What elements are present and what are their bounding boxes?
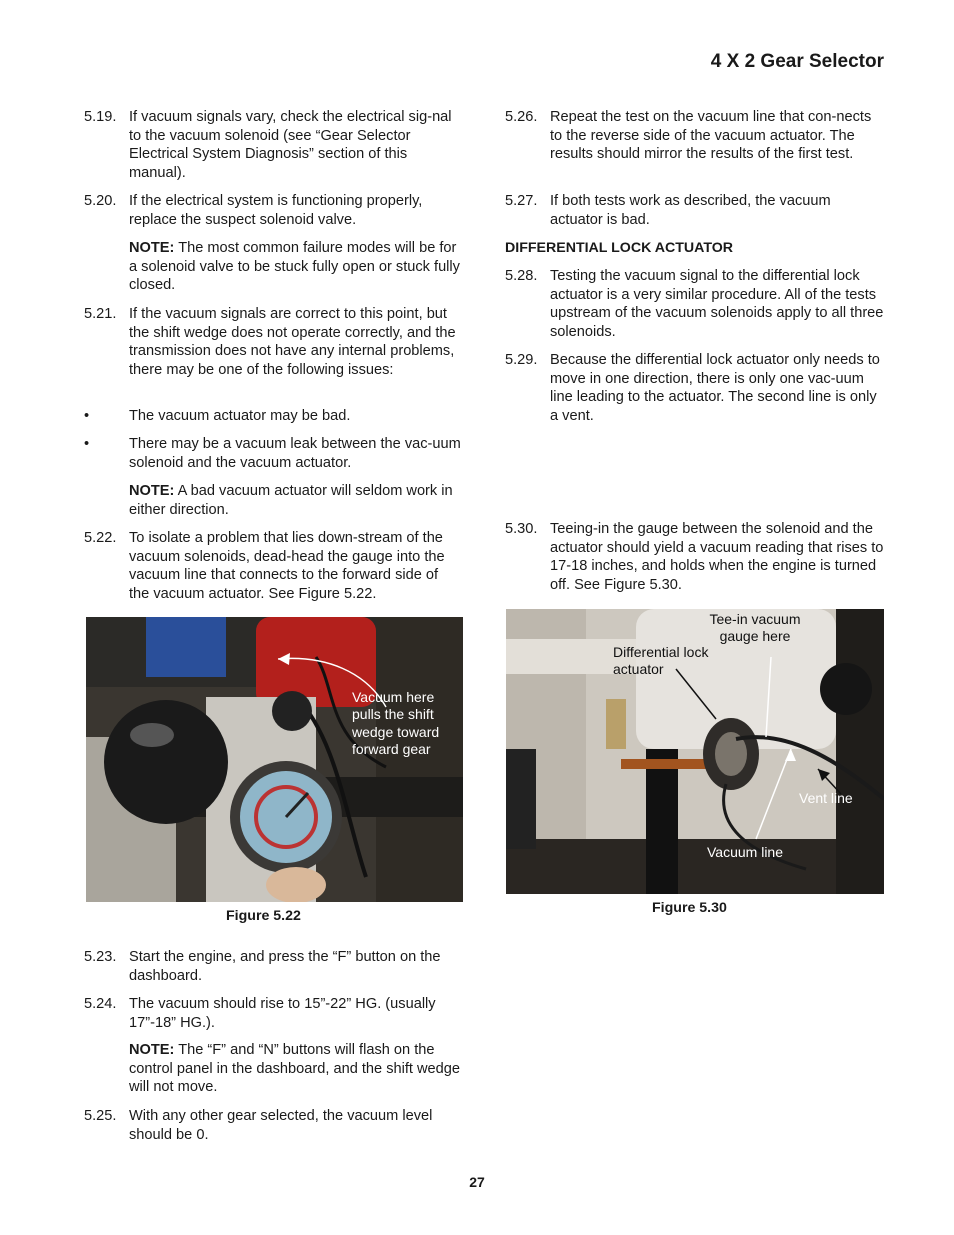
step-text: Teeing-in the gauge between the solenoid and the actuator should yield a vacuum reading that rises to 17-18 inches, and holds when the engine is turned off. See Figure 5.30.: [550, 521, 884, 593]
step-5-21: [84, 305, 462, 379]
step-text: If both tests work as described, the vacuum actuator is bad.: [550, 193, 831, 228]
bullet-actuator-bad: [84, 407, 462, 426]
step-text: To isolate a problem that lies down-stream of the vacuum solenoids, dead-head the gauge into the vacuum line that connects to the forward side of the vacuum actuator. See Figure 5.22.: [129, 530, 445, 602]
figure-5-22-photo: [86, 617, 463, 902]
bullet-text: The vacuum actuator may be bad.: [129, 408, 351, 424]
section-heading-differential-lock: DIFFERENTIAL LOCK ACTUATOR: [505, 240, 734, 256]
label-vacuum-line: Vacuum line: [707, 844, 784, 860]
bullet-text: There may be a vacuum leak between the vac-uum solenoid and the vacuum actuator.: [129, 436, 461, 471]
bullet-vacuum-leak: [84, 435, 462, 472]
note-failure-modes: [84, 239, 462, 295]
step-number: 5.26.: [505, 109, 538, 125]
label-vent-line: Vent line: [799, 790, 853, 806]
step-text: With any other gear selected, the vacuum level should be 0.: [129, 1108, 433, 1143]
step-5-20: [84, 192, 462, 229]
step-5-25: [84, 1107, 462, 1144]
step-5-22: [84, 529, 462, 603]
note-label: NOTE:: [129, 1042, 175, 1058]
step-number: 5.21.: [84, 306, 117, 322]
step-text: If the vacuum signals are correct to this point, but the shift wedge does not operate correctly, and the transmission does not have any internal problems, there may be one of the following issues:: [129, 306, 456, 378]
step-5-28: [505, 267, 885, 341]
note-buttons-flash: [84, 1041, 462, 1097]
step-number: 5.28.: [505, 268, 538, 284]
step-text: If the electrical system is functioning properly, replace the suspect solenoid valve.: [129, 193, 423, 228]
page-header-title: 4 X 2 Gear Selector: [710, 51, 884, 72]
step-text: If vacuum signals vary, check the electrical sig-nal to the vacuum solenoid (see “Gear Selector Electrical System Diagnosis” section of this manual).: [129, 109, 452, 181]
step-text: Testing the vacuum signal to the differential lock actuator is a very similar procedure. All of the tests upstream of the vacuum solenoids apply to all three solenoids.: [550, 268, 884, 340]
step-number: 5.27.: [505, 193, 538, 209]
note-bad-actuator: [84, 482, 462, 519]
step-text: Start the engine, and press the “F” button on the dashboard.: [129, 949, 441, 984]
step-text: Because the differential lock actuator only needs to move in one direction, there is only one vac-uum line leading to the actuator. The second line is only a vent.: [550, 352, 880, 424]
step-number: 5.24.: [84, 996, 117, 1012]
figure-5-30-photo: [506, 609, 884, 894]
note-text: A bad vacuum actuator will seldom work in either direction.: [129, 483, 453, 518]
note-text: The “F” and “N” buttons will flash on the control panel in the dashboard, and the shift wedge will not move.: [129, 1042, 461, 1096]
step-number: 5.29.: [505, 352, 538, 368]
page-number: 27: [469, 1174, 485, 1190]
gauge-photo-illustration: [86, 617, 463, 902]
step-number: 5.30.: [505, 521, 538, 537]
note-label: NOTE:: [129, 240, 175, 256]
label-differential-lock-actuator: Differential lock actuator: [613, 644, 709, 678]
step-number: 5.19.: [84, 109, 117, 125]
bullet-mark: •: [84, 408, 90, 424]
bullet-mark: •: [84, 436, 90, 452]
step-5-29: [505, 351, 885, 425]
step-5-24: [84, 995, 462, 1032]
note-label: NOTE:: [129, 483, 175, 499]
step-number: 5.23.: [84, 949, 117, 965]
label-tee-in-vacuum-gauge: Tee-in vacuum gauge here: [709, 611, 801, 645]
step-number: 5.25.: [84, 1108, 117, 1124]
step-text: The vacuum should rise to 15”-22” HG. (usually 17”-18” HG.).: [129, 996, 436, 1031]
step-5-27: [505, 192, 885, 229]
step-number: 5.20.: [84, 193, 117, 209]
figure-5-30-caption: Figure 5.30: [652, 900, 727, 916]
step-text: Repeat the test on the vacuum line that con-nects to the reverse side of the vacuum actuator. The results should mirror the results of the first test.: [550, 109, 872, 163]
step-5-19: [84, 108, 462, 182]
figure-5-22-label: Vacuum here pulls the shift wedge toward forward gear: [352, 689, 440, 758]
step-5-23: [84, 948, 462, 985]
step-number: 5.22.: [84, 530, 117, 546]
step-5-26: [505, 108, 885, 164]
note-text: The most common failure modes will be for a solenoid valve to be stuck fully open or stuck fully closed.: [129, 240, 460, 294]
figure-5-22-caption: Figure 5.22: [226, 908, 301, 924]
step-5-30: [505, 520, 885, 594]
